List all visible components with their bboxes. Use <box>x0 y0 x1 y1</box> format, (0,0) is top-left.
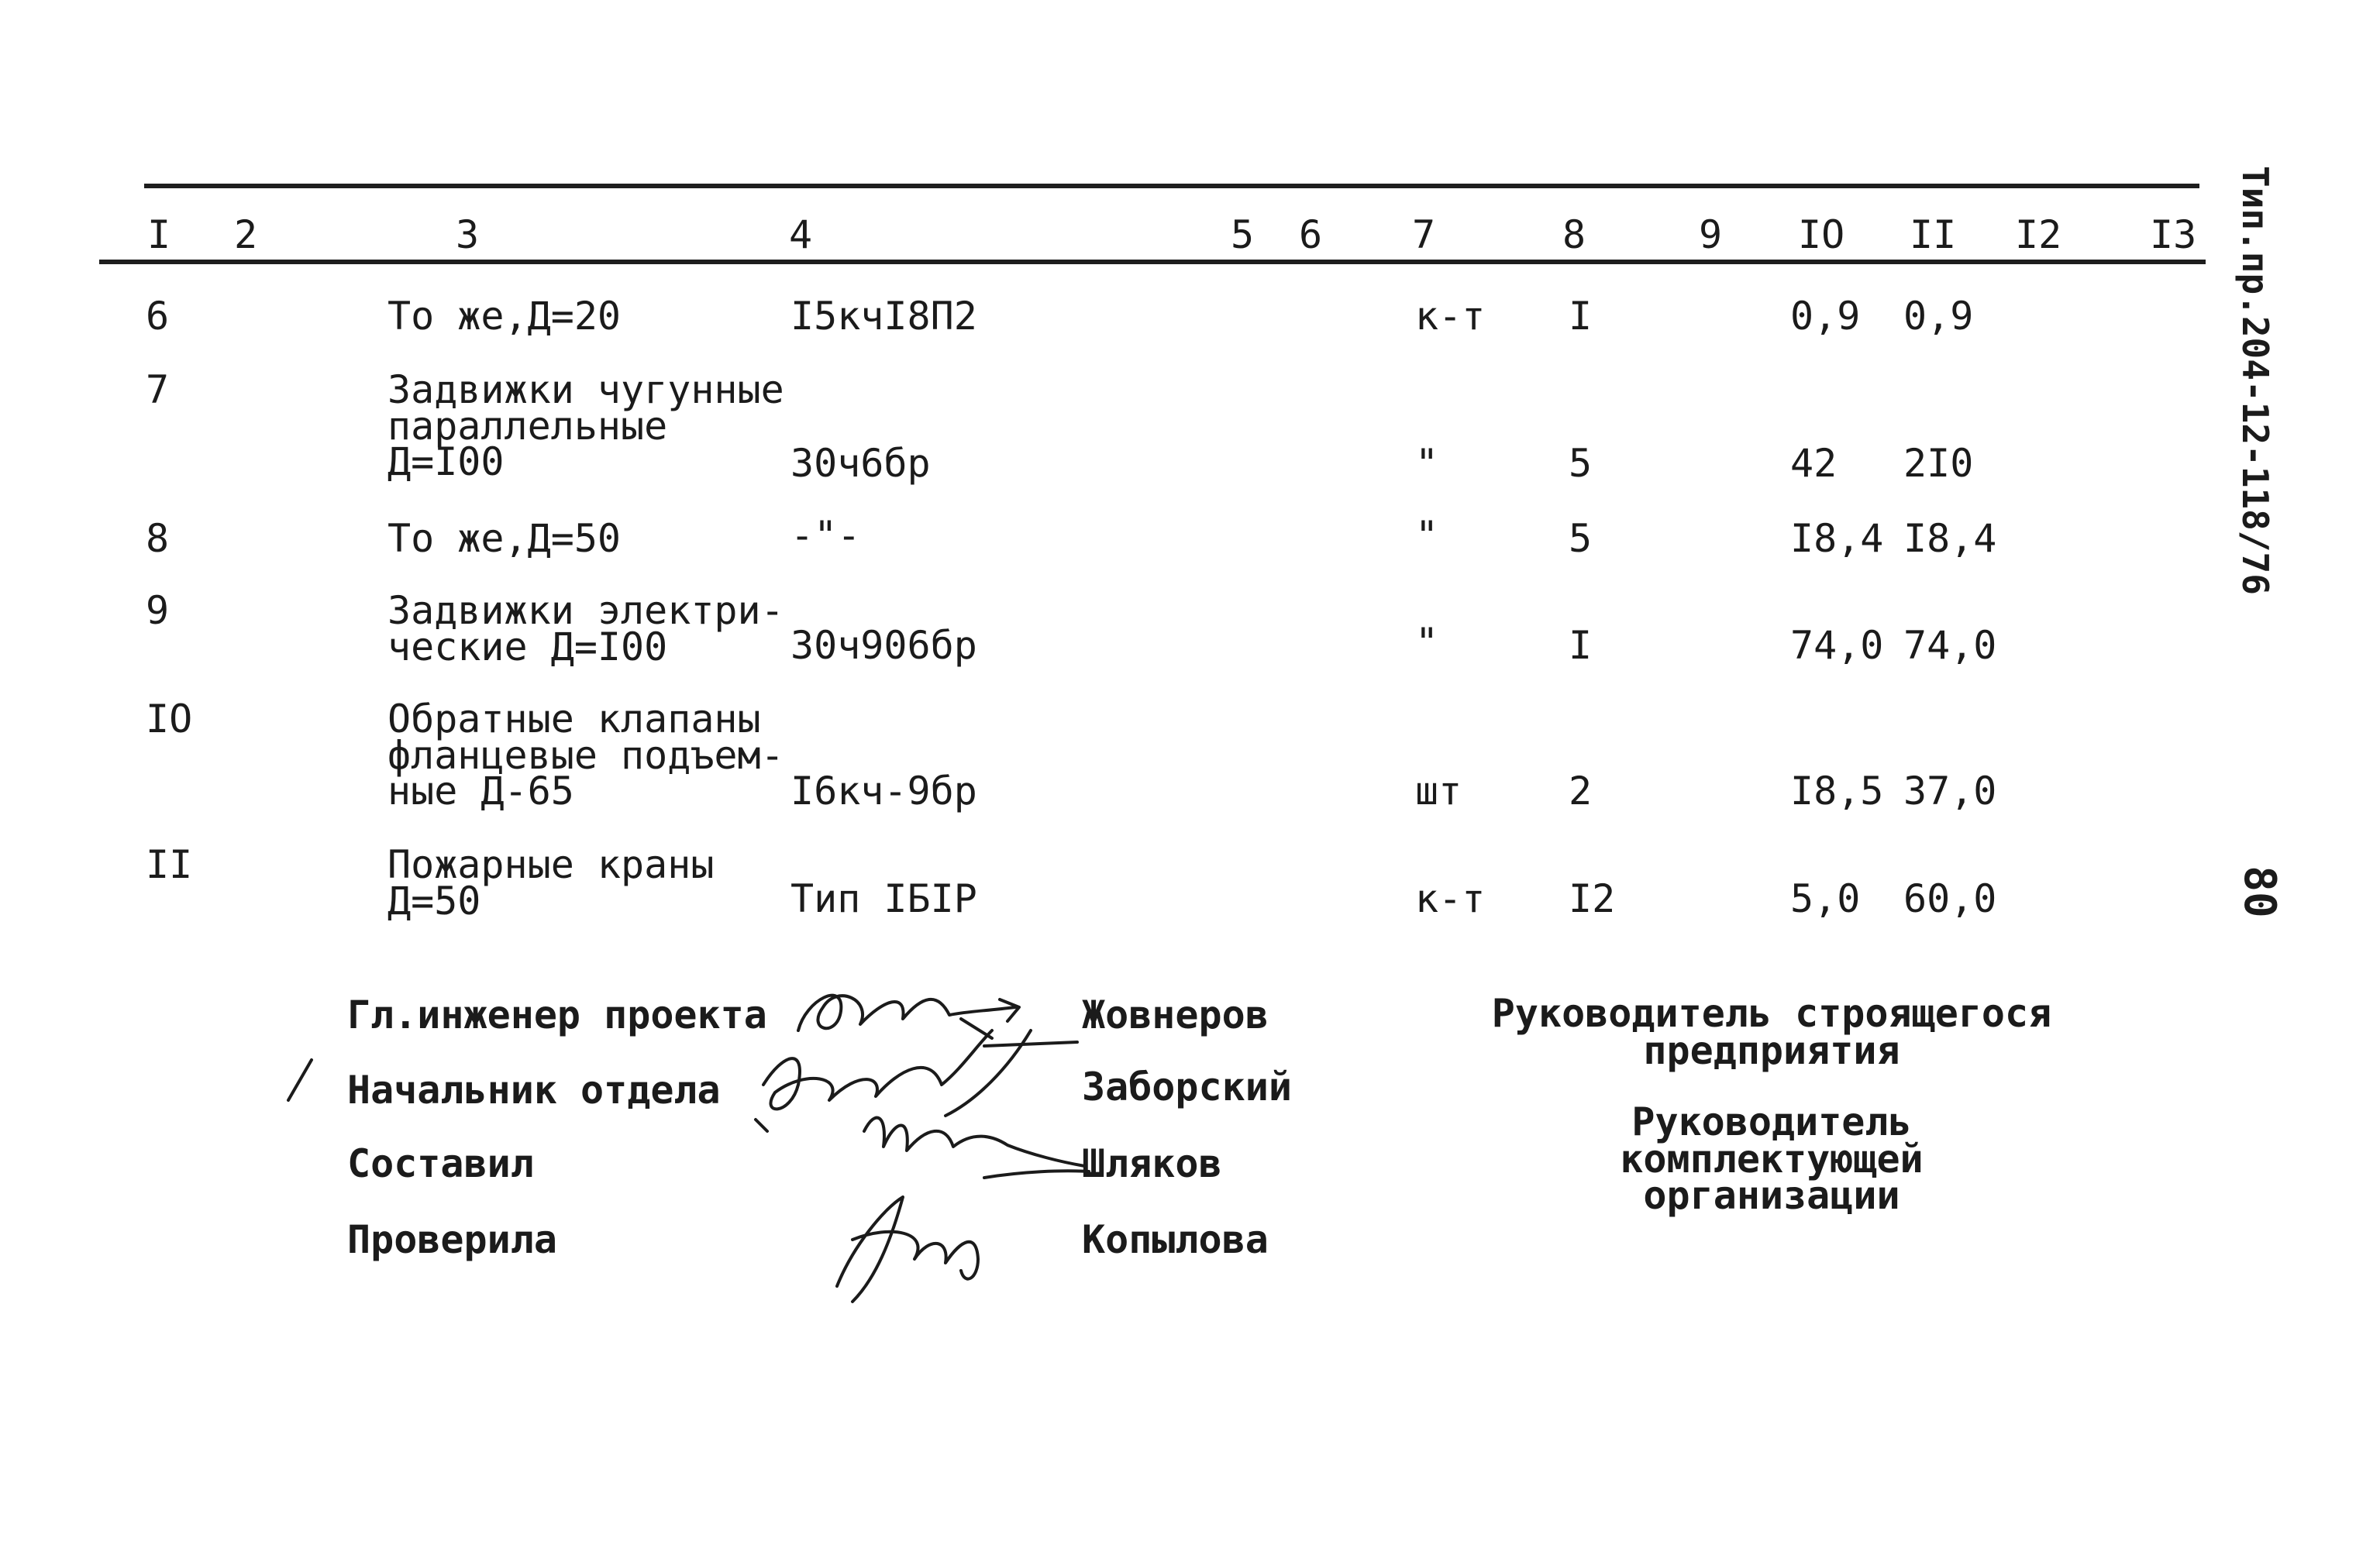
signer-role: Начальник отдела <box>347 1068 721 1113</box>
signer-name: Шляков <box>1082 1141 1222 1186</box>
item-quantity: 5 <box>1569 516 1593 561</box>
col-header-9: 9 <box>1699 212 1723 257</box>
item-mark: I6кч-9бр <box>790 769 977 814</box>
row-number: IO <box>146 697 193 741</box>
col-header-6: 6 <box>1299 212 1323 257</box>
slash-mark <box>288 1060 312 1100</box>
col10-value: 74,0 <box>1790 623 1884 668</box>
item-unit: " <box>1415 620 1439 665</box>
row-number: 7 <box>146 367 170 412</box>
col11-value: 37,0 <box>1903 769 1997 814</box>
col-header-12: I2 <box>2015 212 2062 257</box>
item-mark: I5кчI8П2 <box>790 294 977 339</box>
col10-value: I8,4 <box>1790 516 1884 561</box>
col-header-10: IO <box>1798 212 1845 257</box>
col10-value: 42 <box>1790 441 1838 486</box>
item-name: Задвижки электри- ческие Д=I00 <box>387 588 784 669</box>
col-header-11: II <box>1910 212 1957 257</box>
page-number: 80 <box>2234 865 2285 918</box>
item-mark: 30ч6бр <box>790 441 931 486</box>
signature-4 <box>837 1197 978 1302</box>
col-header-2: 2 <box>234 212 258 257</box>
row-number: 9 <box>146 588 170 633</box>
signer-name: Заборский <box>1082 1065 1292 1109</box>
col-header-3: 3 <box>456 212 480 257</box>
top-rule <box>99 184 2199 188</box>
item-quantity: 2 <box>1569 769 1593 814</box>
col-header-8: 8 <box>1562 212 1586 257</box>
item-unit: к-т <box>1415 876 1486 921</box>
item-quantity: I2 <box>1569 876 1616 921</box>
item-unit: к-т <box>1415 294 1486 339</box>
signer-name: Копылова <box>1082 1217 1269 1262</box>
item-unit: шт <box>1415 769 1462 814</box>
approval-heading: Руководитель комплектующей организации <box>1620 1099 1924 1218</box>
item-unit: " <box>1415 441 1439 486</box>
col-header-1: I <box>147 212 171 257</box>
approval-heading: Руководитель строящегося предприятия <box>1491 991 2052 1073</box>
col10-value: 5,0 <box>1790 876 1861 921</box>
item-unit: " <box>1415 513 1439 558</box>
item-name: То же,Д=50 <box>387 516 622 561</box>
item-mark: Тип IБIР <box>790 876 977 921</box>
item-quantity: 5 <box>1569 441 1593 486</box>
header-underline <box>99 260 2206 264</box>
col10-value: I8,5 <box>1790 769 1884 814</box>
row-number: 8 <box>146 516 170 561</box>
col11-value: I8,4 <box>1903 516 1997 561</box>
col11-value: 0,9 <box>1903 294 1974 339</box>
signature-2 <box>756 1030 1031 1131</box>
col-header-5: 5 <box>1231 212 1255 257</box>
item-mark: 30ч906бр <box>790 623 977 668</box>
signer-role: Гл.инженер проекта <box>347 993 767 1037</box>
signature-1 <box>798 996 1019 1030</box>
document-code: Тип.пр.204-12-118/76 <box>2234 166 2276 595</box>
col10-value: 0,9 <box>1790 294 1861 339</box>
item-name: Пожарные краны Д=50 <box>387 842 715 924</box>
col11-value: 60,0 <box>1903 876 1997 921</box>
col11-value: 2I0 <box>1903 441 1974 486</box>
col-header-13: I3 <box>2150 212 2197 257</box>
signer-role: Составил <box>347 1141 534 1186</box>
signature-stroke <box>961 1019 1077 1046</box>
item-name: Задвижки чугунные параллельные Д=I00 <box>387 367 784 484</box>
col-header-4: 4 <box>789 212 813 257</box>
signer-name: Жовнеров <box>1082 993 1269 1037</box>
item-mark: -"- <box>790 513 861 558</box>
item-quantity: I <box>1569 623 1593 668</box>
item-quantity: I <box>1569 294 1593 339</box>
col-header-7: 7 <box>1412 212 1436 257</box>
signer-role: Проверила <box>347 1217 557 1262</box>
col11-value: 74,0 <box>1903 623 1997 668</box>
signature-3 <box>864 1118 1089 1178</box>
row-number: II <box>146 842 193 887</box>
item-name: Обратные клапаны фланцевые подъем- ные Д-65 <box>387 697 784 814</box>
item-name: То же,Д=20 <box>387 294 622 339</box>
row-number: 6 <box>146 294 170 339</box>
